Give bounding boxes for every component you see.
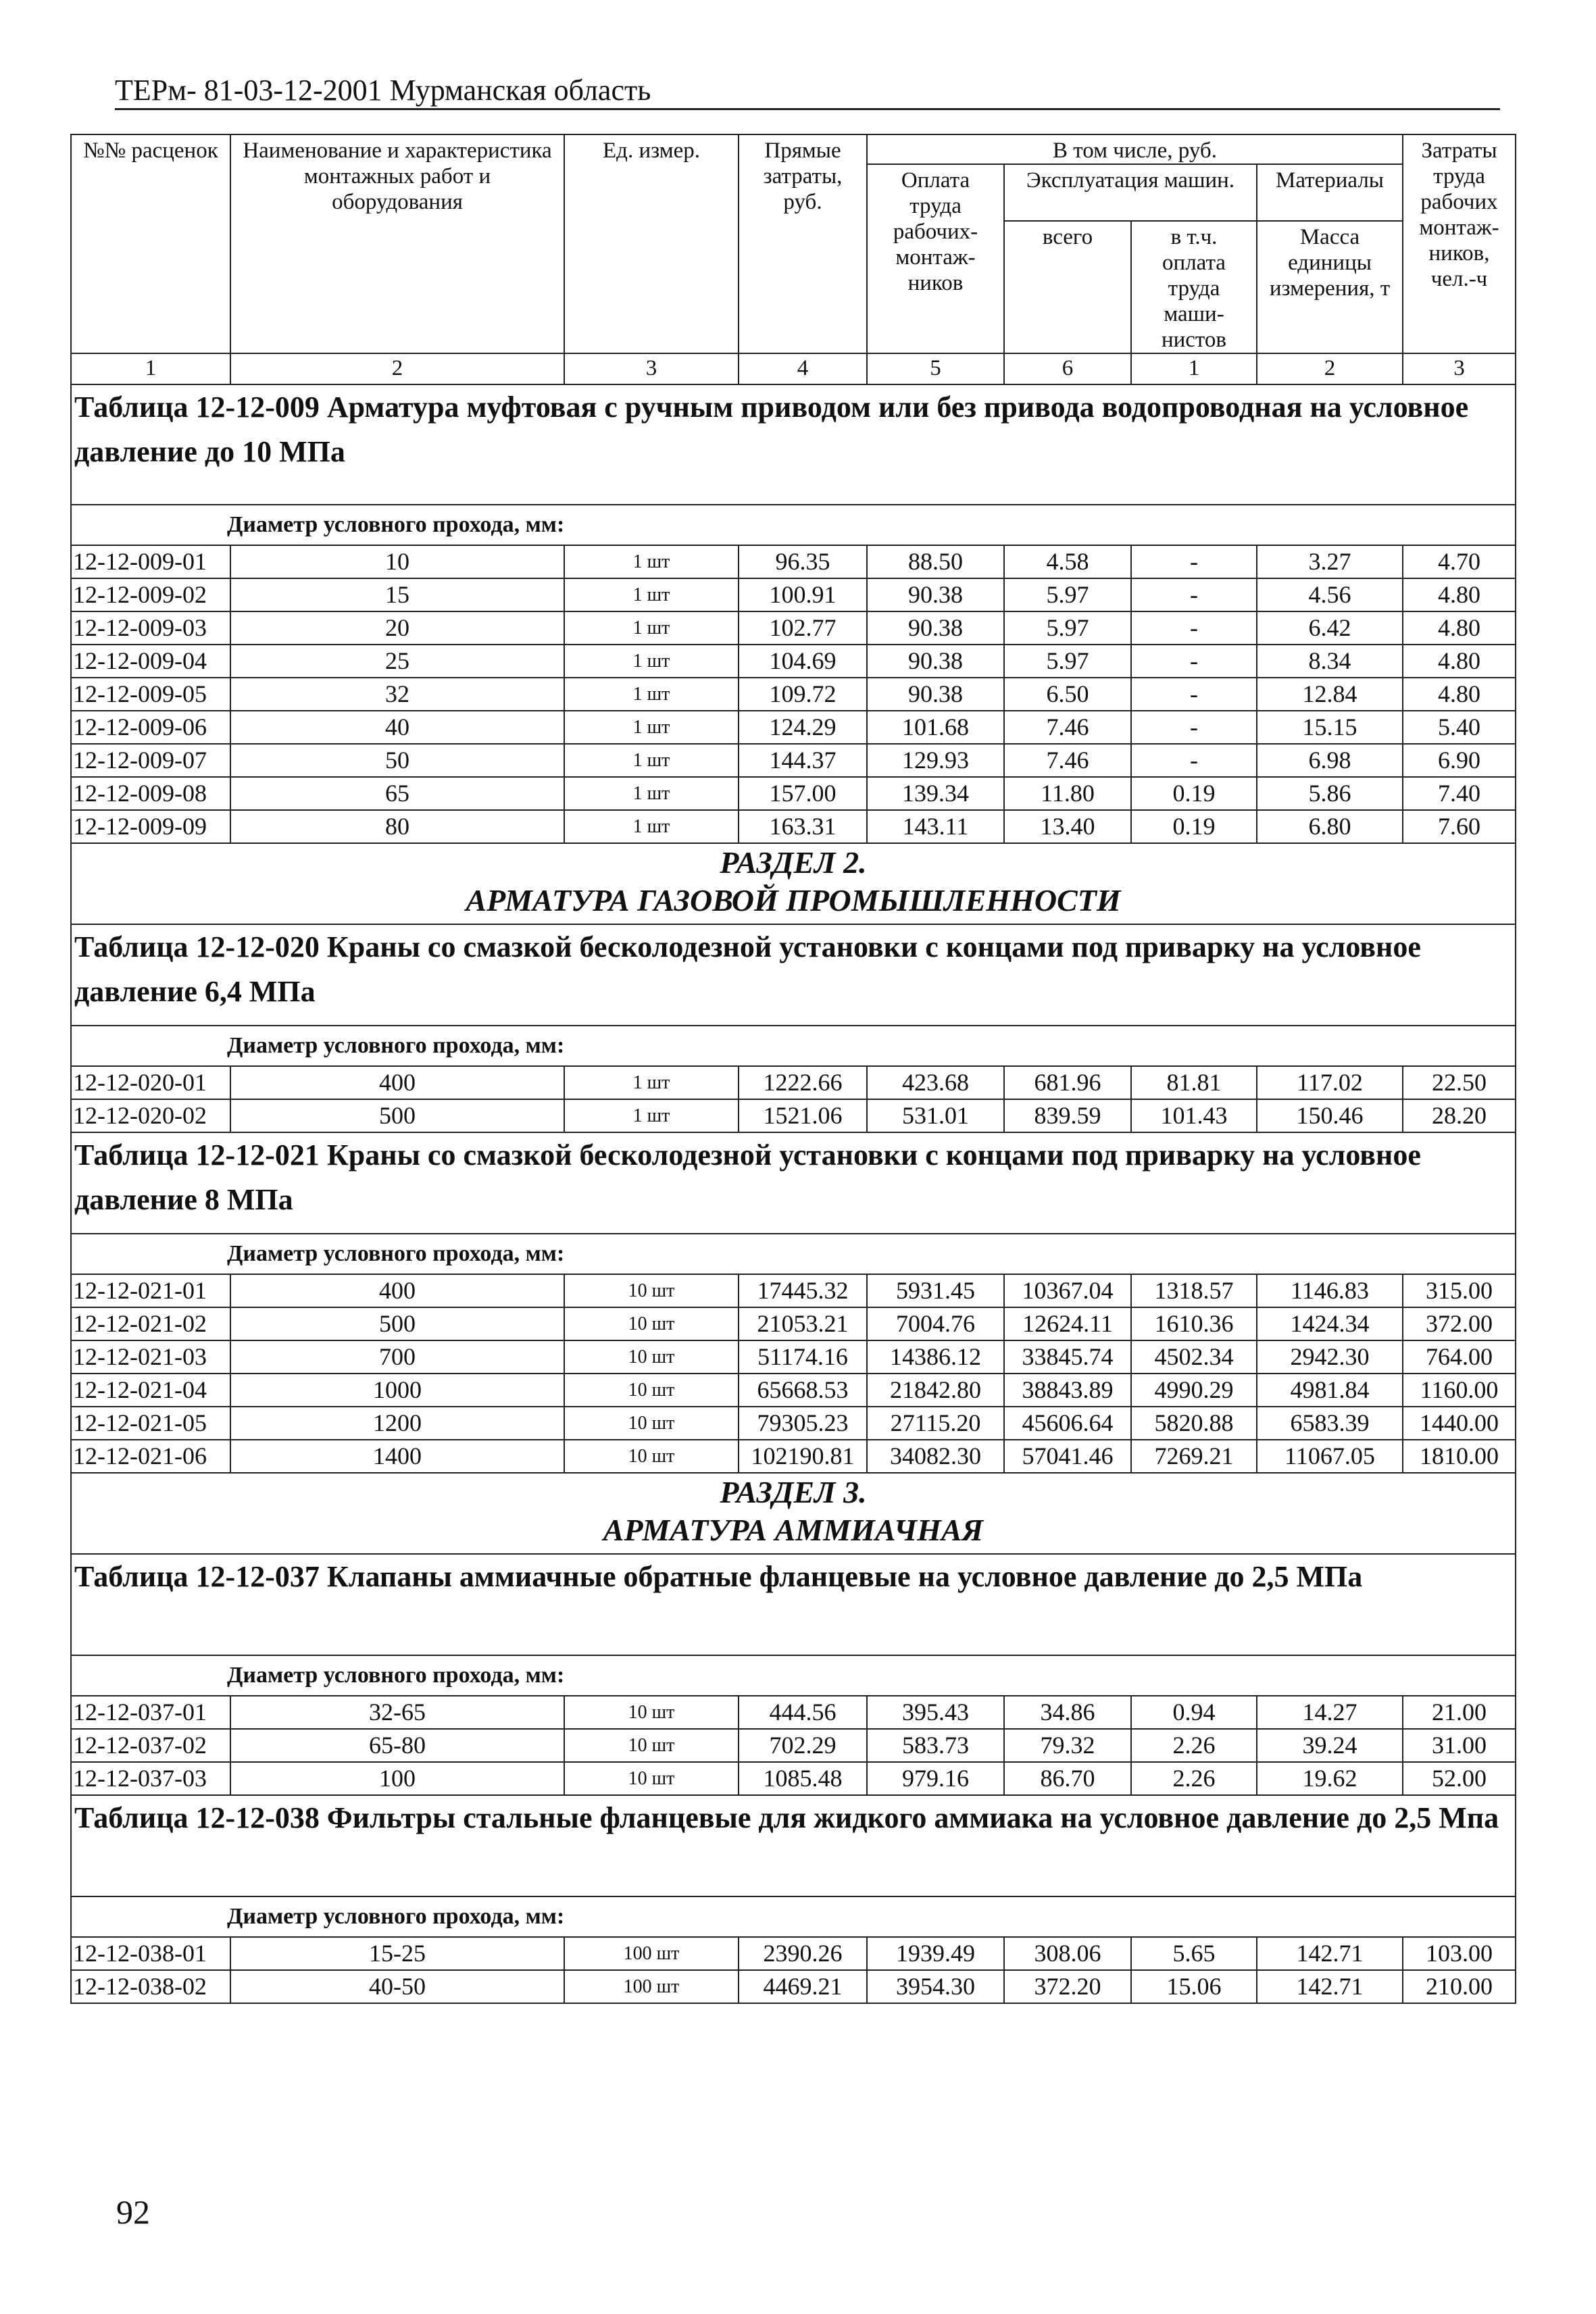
labor-hours: 52.00 [1403,1762,1516,1795]
price-table [70,134,1516,2004]
column-number: 6 [1004,353,1131,384]
rate-code: 12-12-037-03 [71,1762,230,1795]
material-mass: 2942.30 [1257,1340,1403,1374]
rate-code: 12-12-009-08 [71,777,230,810]
worker-pay: 423.68 [867,1066,1004,1099]
worker-pay: 129.93 [867,744,1004,777]
material-mass: 6.42 [1257,611,1403,645]
table-caption-row [71,1795,1516,1896]
diameter-label-row [71,1026,1516,1066]
col-header-incl: В том числе, руб. [867,134,1403,164]
worker-pay: 88.50 [867,545,1004,578]
worker-pay: 1939.49 [867,1937,1004,1970]
labor-hours: 1810.00 [1403,1440,1516,1473]
machinist-pay: 1318.57 [1131,1274,1257,1307]
worker-pay: 90.38 [867,611,1004,645]
table-row [71,744,1516,777]
machine-total: 13.40 [1004,810,1131,843]
direct-costs: 444.56 [739,1696,867,1729]
labor-hours: 4.80 [1403,645,1516,678]
rate-code: 12-12-021-05 [71,1407,230,1440]
table-caption: Таблица 12-12-037 Клапаны аммиачные обратные фланцевые на условное давление до 2,5 МПа [71,1554,1516,1655]
worker-pay: 27115.20 [867,1407,1004,1440]
rate-code: 12-12-037-01 [71,1696,230,1729]
labor-hours: 315.00 [1403,1274,1516,1307]
diameter-label: Диаметр условного прохода, мм: [71,1234,1516,1274]
machinist-pay: 0.19 [1131,777,1257,810]
col-header-mach: Эксплуатация машин. [1004,164,1257,221]
table-row [71,1762,1516,1795]
machine-total: 38843.89 [1004,1374,1131,1407]
column-number: 1 [1131,353,1257,384]
diameter: 50 [230,744,564,777]
section-name: АРМАТУРА ГАЗОВОЙ ПРОМЫШЛЕННОСТИ [466,883,1121,917]
worker-pay: 21842.80 [867,1374,1004,1407]
unit: 10 шт [564,1340,739,1374]
labor-hours: 210.00 [1403,1970,1516,2003]
diameter-label: Диаметр условного прохода, мм: [71,505,1516,545]
labor-hours: 764.00 [1403,1340,1516,1374]
unit: 10 шт [564,1762,739,1795]
machinist-pay: 0.19 [1131,810,1257,843]
column-header-row [71,134,1516,164]
diameter: 500 [230,1307,564,1340]
diameter: 400 [230,1274,564,1307]
diameter: 40 [230,711,564,744]
diameter: 40-50 [230,1970,564,2003]
worker-pay: 34082.30 [867,1440,1004,1473]
labor-hours: 21.00 [1403,1696,1516,1729]
material-mass: 12.84 [1257,678,1403,711]
machine-total: 4.58 [1004,545,1131,578]
section-title [71,843,1516,924]
machine-total: 45606.64 [1004,1407,1131,1440]
table-row [71,678,1516,711]
header-divider [115,108,1500,110]
unit: 1 шт [564,578,739,611]
labor-hours: 7.40 [1403,777,1516,810]
direct-costs: 1222.66 [739,1066,867,1099]
unit: 1 шт [564,711,739,744]
document-header: ТЕРм- 81-03-12-2001 Мурманская область [115,74,651,107]
diameter: 1400 [230,1440,564,1473]
diameter: 32 [230,678,564,711]
machinist-pay: 4990.29 [1131,1374,1257,1407]
machinist-pay: 5.65 [1131,1937,1257,1970]
section-name: АРМАТУРА АММИАЧНАЯ [603,1513,984,1547]
col-header-code: №№ расценок [71,134,230,353]
diameter-label-row [71,1655,1516,1696]
rate-code: 12-12-009-06 [71,711,230,744]
col-header-mach-all: всего [1004,221,1131,353]
page-number: 92 [116,2193,150,2231]
material-mass: 5.86 [1257,777,1403,810]
table-row [71,1407,1516,1440]
worker-pay: 531.01 [867,1099,1004,1132]
material-mass: 11067.05 [1257,1440,1403,1473]
machine-total: 10367.04 [1004,1274,1131,1307]
machinist-pay: - [1131,545,1257,578]
column-number: 3 [564,353,739,384]
diameter: 1000 [230,1374,564,1407]
unit: 100 шт [564,1970,739,2003]
diameter-label: Диаметр условного прохода, мм: [71,1896,1516,1937]
labor-hours: 4.80 [1403,678,1516,711]
worker-pay: 395.43 [867,1696,1004,1729]
unit: 10 шт [564,1407,739,1440]
rate-code: 12-12-037-02 [71,1729,230,1762]
diameter: 15-25 [230,1937,564,1970]
machine-total: 839.59 [1004,1099,1131,1132]
diameter: 500 [230,1099,564,1132]
diameter: 32-65 [230,1696,564,1729]
labor-hours: 4.80 [1403,578,1516,611]
machinist-pay: - [1131,578,1257,611]
material-mass: 39.24 [1257,1729,1403,1762]
rate-code: 12-12-020-01 [71,1066,230,1099]
machinist-pay: 5820.88 [1131,1407,1257,1440]
machinist-pay: - [1131,645,1257,678]
table-row [71,1066,1516,1099]
worker-pay: 5931.45 [867,1274,1004,1307]
column-number-row [71,353,1516,384]
diameter-label-row [71,1234,1516,1274]
column-number: 1 [71,353,230,384]
material-mass: 6.80 [1257,810,1403,843]
material-mass: 142.71 [1257,1970,1403,2003]
direct-costs: 100.91 [739,578,867,611]
unit: 1 шт [564,744,739,777]
material-mass: 8.34 [1257,645,1403,678]
direct-costs: 144.37 [739,744,867,777]
direct-costs: 1521.06 [739,1099,867,1132]
machine-total: 57041.46 [1004,1440,1131,1473]
rate-code: 12-12-021-04 [71,1374,230,1407]
table-row [71,810,1516,843]
unit: 1 шт [564,645,739,678]
table-row [71,578,1516,611]
machinist-pay: 2.26 [1131,1729,1257,1762]
rate-code: 12-12-020-02 [71,1099,230,1132]
machinist-pay: 4502.34 [1131,1340,1257,1374]
labor-hours: 1440.00 [1403,1407,1516,1440]
table-row [71,1729,1516,1762]
unit: 1 шт [564,1066,739,1099]
column-number: 2 [1257,353,1403,384]
direct-costs: 79305.23 [739,1407,867,1440]
material-mass: 19.62 [1257,1762,1403,1795]
worker-pay: 14386.12 [867,1340,1004,1374]
table-row [71,1374,1516,1407]
col-header-direct: Прямые затраты, руб. [739,134,867,353]
col-header-mat: Материалы [1257,164,1403,221]
labor-hours: 22.50 [1403,1066,1516,1099]
labor-hours: 28.20 [1403,1099,1516,1132]
machinist-pay: 2.26 [1131,1762,1257,1795]
diameter: 65-80 [230,1729,564,1762]
diameter-label-row [71,505,1516,545]
section-title [71,1473,1516,1554]
unit: 10 шт [564,1274,739,1307]
worker-pay: 90.38 [867,678,1004,711]
material-mass: 1424.34 [1257,1307,1403,1340]
table-row [71,645,1516,678]
worker-pay: 7004.76 [867,1307,1004,1340]
material-mass: 4.56 [1257,578,1403,611]
machine-total: 5.97 [1004,611,1131,645]
table-caption-row [71,1554,1516,1655]
unit: 1 шт [564,777,739,810]
col-header-pay: Оплата труда рабочих-монтаж-ников [867,164,1004,353]
direct-costs: 104.69 [739,645,867,678]
column-number: 3 [1403,353,1516,384]
table-row [71,1340,1516,1374]
material-mass: 1146.83 [1257,1274,1403,1307]
table-row [71,1970,1516,2003]
section-number: РАЗДЕЛ 3. [720,1475,867,1509]
machine-total: 33845.74 [1004,1340,1131,1374]
direct-costs: 96.35 [739,545,867,578]
table-row [71,1274,1516,1307]
material-mass: 14.27 [1257,1696,1403,1729]
table-row [71,1099,1516,1132]
section-heading [71,843,1516,924]
diameter: 20 [230,611,564,645]
col-header-unit: Ед. измер. [564,134,739,353]
rate-code: 12-12-009-01 [71,545,230,578]
machinist-pay: 0.94 [1131,1696,1257,1729]
unit: 10 шт [564,1696,739,1729]
material-mass: 142.71 [1257,1937,1403,1970]
section-heading [71,1473,1516,1554]
worker-pay: 979.16 [867,1762,1004,1795]
machine-total: 5.97 [1004,578,1131,611]
column-number: 5 [867,353,1004,384]
material-mass: 4981.84 [1257,1374,1403,1407]
unit: 10 шт [564,1729,739,1762]
rate-code: 12-12-009-04 [71,645,230,678]
machinist-pay: 7269.21 [1131,1440,1257,1473]
diameter: 100 [230,1762,564,1795]
unit: 1 шт [564,678,739,711]
rate-code: 12-12-009-02 [71,578,230,611]
rate-code: 12-12-009-05 [71,678,230,711]
table-row [71,1440,1516,1473]
worker-pay: 90.38 [867,645,1004,678]
direct-costs: 102.77 [739,611,867,645]
col-header-mat-mass: Масса единицы измерения, т [1257,221,1403,353]
diameter: 700 [230,1340,564,1374]
table-row [71,777,1516,810]
machine-total: 7.46 [1004,744,1131,777]
unit: 1 шт [564,545,739,578]
table-caption: Таблица 12-12-020 Краны со смазкой бесколодезной установки с концами под приварку на условное давление 6,4 МПа [71,924,1516,1026]
machine-total: 681.96 [1004,1066,1131,1099]
table-caption-row [71,924,1516,1026]
machinist-pay: 101.43 [1131,1099,1257,1132]
worker-pay: 583.73 [867,1729,1004,1762]
machine-total: 6.50 [1004,678,1131,711]
rate-code: 12-12-021-01 [71,1274,230,1307]
table-caption-row [71,384,1516,505]
machine-total: 86.70 [1004,1762,1131,1795]
direct-costs: 1085.48 [739,1762,867,1795]
rate-code: 12-12-038-02 [71,1970,230,2003]
unit: 1 шт [564,810,739,843]
table-caption-row [71,1132,1516,1234]
rate-code: 12-12-021-03 [71,1340,230,1374]
direct-costs: 51174.16 [739,1340,867,1374]
diameter: 1200 [230,1407,564,1440]
machinist-pay: 15.06 [1131,1970,1257,2003]
direct-costs: 157.00 [739,777,867,810]
machinist-pay: 81.81 [1131,1066,1257,1099]
col-header-labor: Затраты труда рабочих монтаж-ников, чел.-ч [1403,134,1516,353]
material-mass: 150.46 [1257,1099,1403,1132]
labor-hours: 31.00 [1403,1729,1516,1762]
direct-costs: 4469.21 [739,1970,867,2003]
table-row [71,711,1516,744]
diameter: 25 [230,645,564,678]
labor-hours: 5.40 [1403,711,1516,744]
machine-total: 12624.11 [1004,1307,1131,1340]
machine-total: 308.06 [1004,1937,1131,1970]
table-row [71,1937,1516,1970]
table-row [71,1307,1516,1340]
direct-costs: 102190.81 [739,1440,867,1473]
table-caption: Таблица 12-12-038 Фильтры стальные фланцевые для жидкого аммиака на условное давление до 2,5 Мпа [71,1795,1516,1896]
rate-code: 12-12-009-03 [71,611,230,645]
unit: 1 шт [564,611,739,645]
labor-hours: 7.60 [1403,810,1516,843]
labor-hours: 103.00 [1403,1937,1516,1970]
unit: 10 шт [564,1307,739,1340]
unit: 10 шт [564,1440,739,1473]
worker-pay: 143.11 [867,810,1004,843]
table-row [71,545,1516,578]
diameter-label-row [71,1896,1516,1937]
rate-code: 12-12-038-01 [71,1937,230,1970]
rate-code: 12-12-021-06 [71,1440,230,1473]
diameter: 10 [230,545,564,578]
machine-total: 5.97 [1004,645,1131,678]
table-caption: Таблица 12-12-009 Арматура муфтовая с ручным приводом или без привода водопроводная на условное давление до 10 МПа [71,384,1516,505]
direct-costs: 124.29 [739,711,867,744]
rate-code: 12-12-009-09 [71,810,230,843]
col-header-name: Наименование и характеристика монтажных работ и оборудования [230,134,564,353]
table-caption: Таблица 12-12-021 Краны со смазкой бесколодезной установки с концами под приварку на условное давление 8 МПа [71,1132,1516,1234]
section-number: РАЗДЕЛ 2. [720,845,867,880]
diameter: 65 [230,777,564,810]
unit: 10 шт [564,1374,739,1407]
diameter: 15 [230,578,564,611]
machinist-pay: - [1131,744,1257,777]
rate-code: 12-12-009-07 [71,744,230,777]
direct-costs: 65668.53 [739,1374,867,1407]
material-mass: 3.27 [1257,545,1403,578]
labor-hours: 372.00 [1403,1307,1516,1340]
table-row [71,1696,1516,1729]
labor-hours: 1160.00 [1403,1374,1516,1407]
machine-total: 372.20 [1004,1970,1131,2003]
direct-costs: 21053.21 [739,1307,867,1340]
worker-pay: 101.68 [867,711,1004,744]
machinist-pay: - [1131,711,1257,744]
diameter-label: Диаметр условного прохода, мм: [71,1655,1516,1696]
direct-costs: 17445.32 [739,1274,867,1307]
rate-code: 12-12-021-02 [71,1307,230,1340]
table-row [71,611,1516,645]
machine-total: 34.86 [1004,1696,1131,1729]
unit: 1 шт [564,1099,739,1132]
diameter: 400 [230,1066,564,1099]
diameter: 80 [230,810,564,843]
material-mass: 117.02 [1257,1066,1403,1099]
machinist-pay: - [1131,678,1257,711]
labor-hours: 4.80 [1403,611,1516,645]
direct-costs: 2390.26 [739,1937,867,1970]
direct-costs: 702.29 [739,1729,867,1762]
material-mass: 6583.39 [1257,1407,1403,1440]
worker-pay: 139.34 [867,777,1004,810]
direct-costs: 163.31 [739,810,867,843]
machine-total: 7.46 [1004,711,1131,744]
machine-total: 11.80 [1004,777,1131,810]
material-mass: 15.15 [1257,711,1403,744]
col-header-mach-pay: в т.ч. оплата труда маши-нистов [1131,221,1257,353]
column-number: 4 [739,353,867,384]
direct-costs: 109.72 [739,678,867,711]
machinist-pay: 1610.36 [1131,1307,1257,1340]
machinist-pay: - [1131,611,1257,645]
diameter-label: Диаметр условного прохода, мм: [71,1026,1516,1066]
labor-hours: 4.70 [1403,545,1516,578]
material-mass: 6.98 [1257,744,1403,777]
machine-total: 79.32 [1004,1729,1131,1762]
worker-pay: 3954.30 [867,1970,1004,2003]
column-number: 2 [230,353,564,384]
unit: 100 шт [564,1937,739,1970]
worker-pay: 90.38 [867,578,1004,611]
labor-hours: 6.90 [1403,744,1516,777]
